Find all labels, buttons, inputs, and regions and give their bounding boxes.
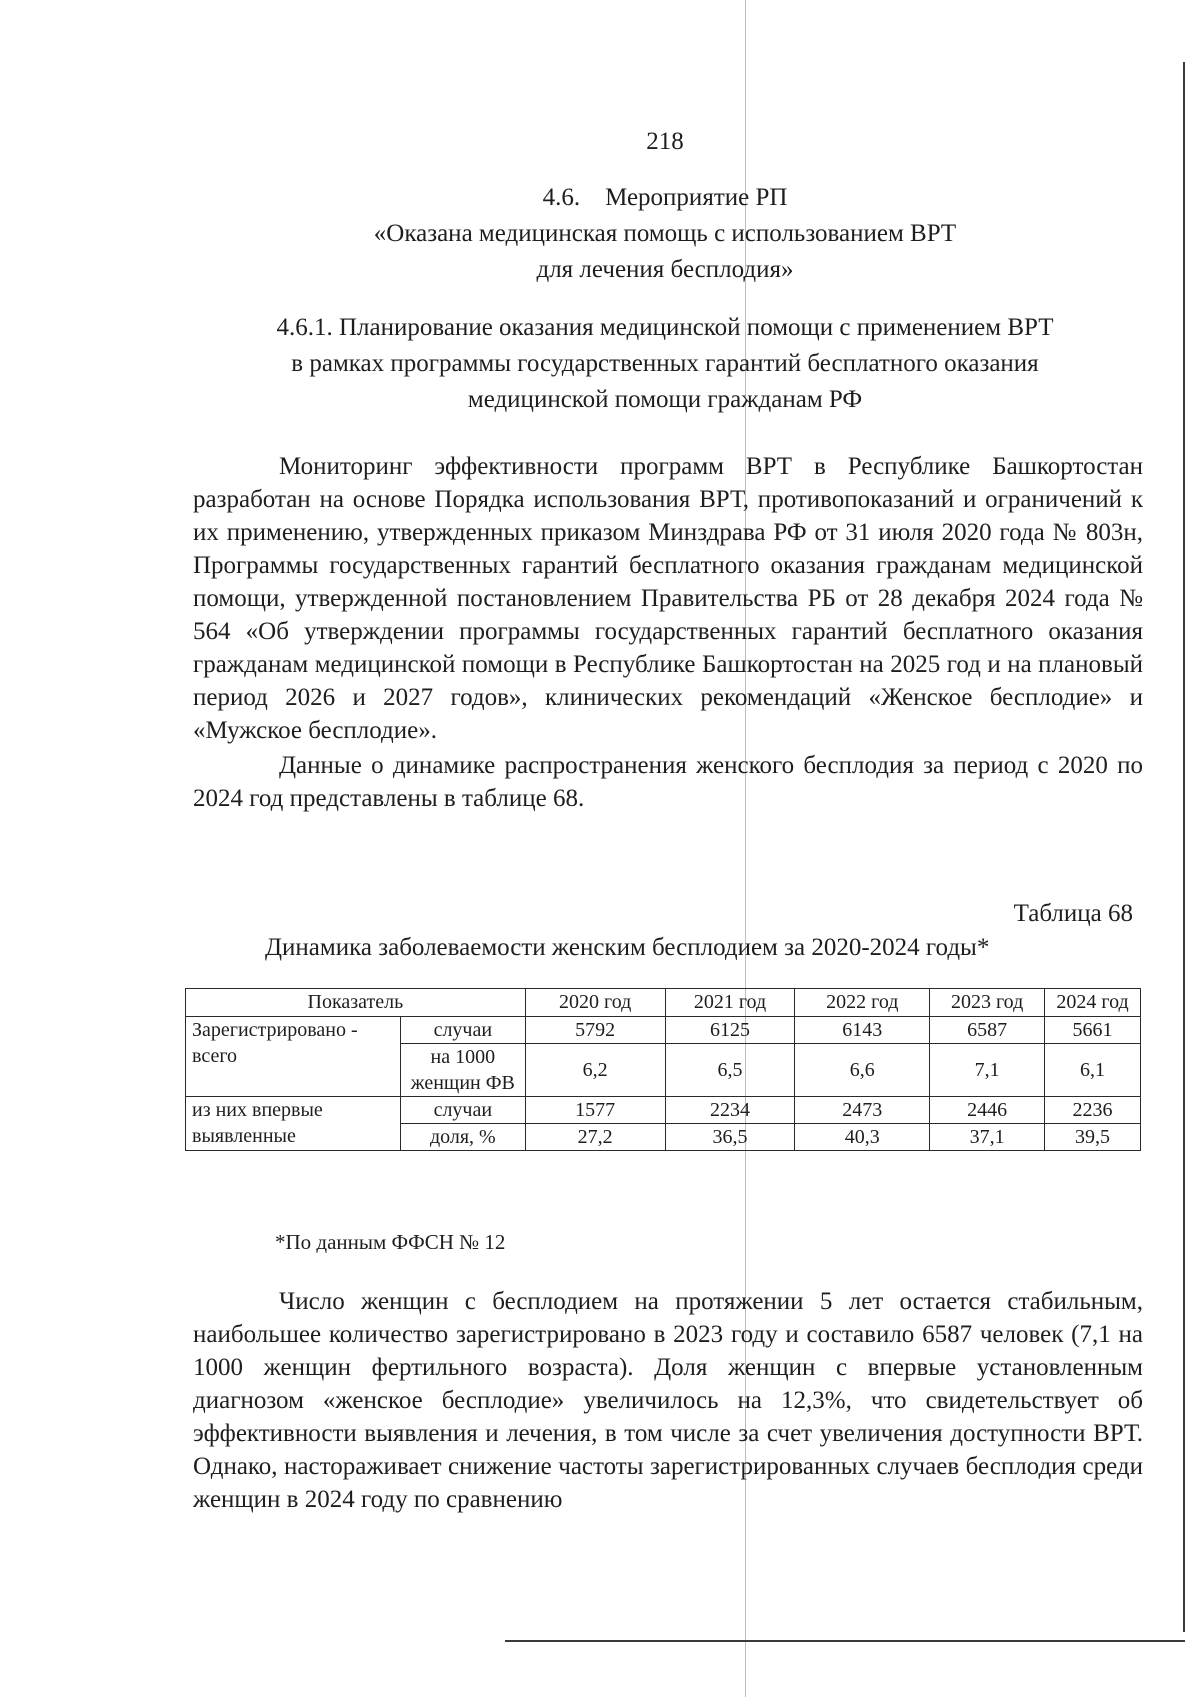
metric-label: на 1000 женщин ФВ [400,1044,525,1097]
table-cell: 40,3 [795,1124,930,1151]
table-cell: 37,1 [930,1124,1045,1151]
scan-border-right [1183,62,1185,1632]
table-cell: 5792 [525,1017,665,1044]
header-year: 2024 год [1045,989,1141,1017]
table-header-row [186,989,1141,1017]
subsection-heading-line: 4.6.1. Планирование оказания медицинской помощи с применением ВРТ [276,314,1054,341]
paragraph: Число женщин с бесплодием на протяжении 5 лет остается стабильным, наибольшее количество зарегистрировано в 2023 году и составило 6587 человек (7,1 на 1000 женщин фертильного возраста). Доля женщин с впервые установленным диагнозом «женское бесплодие» увеличилось на 12,3%, что свидетельствует об эффективности выявления и лечения, в том числе за счет увеличения доступности ВРТ. Однако, настораживает снижение частоты зарегистрированных случаев бесплодия среди женщин в 2024 году по сравнению [193,1288,1143,1513]
table-cell: 27,2 [525,1124,665,1151]
table-cell: 2446 [930,1097,1045,1124]
group-label: из них впервые выявленные [186,1097,401,1151]
body-text-bottom [193,1285,1143,1516]
body-text-top [193,450,1143,815]
table-cell: 36,5 [665,1124,795,1151]
incidence-table [185,988,1141,1151]
table-cell: 7,1 [930,1044,1045,1097]
table-cell: 6,5 [665,1044,795,1097]
table-cell: 1577 [525,1097,665,1124]
table-cell: 2473 [795,1097,930,1124]
table-title: Динамика заболеваемости женским бесплодием за 2020-2024 годы* [265,934,990,961]
table-cell: 6587 [930,1017,1045,1044]
paragraph: Мониторинг эффективности программ ВРТ в Республике Башкортостан разработан на основе Порядка использования ВРТ, противопоказаний и ограничений к их применению, утвержденных приказом Минздрава РФ от 31 июля 2020 года № 803н, Программы государственных гарантий бесплатного оказания гражданам медицинской помощи, утвержденной постановлением Правительства РБ от 28 декабря 2024 года № 564 «Об утверждении программы государственных гарантий бесплатного оказания гражданам медицинской помощи в Республике Башкортостан на 2025 год и на плановый период 2026 и 2027 годов», клинических рекомендаций «Женское бесплодие» и «Мужское бесплодие». [193,453,1143,744]
table-cell: 6125 [665,1017,795,1044]
table-cell: 6,6 [795,1044,930,1097]
table-cell: 39,5 [1045,1124,1141,1151]
table-cell: 2236 [1045,1097,1141,1124]
header-year: 2023 год [930,989,1045,1017]
table-cell: 6,2 [525,1044,665,1097]
metric-label: доля, % [400,1124,525,1151]
header-indicator: Показатель [186,989,526,1017]
section-heading-line: «Оказана медицинская помощь с использованием ВРТ [373,220,957,247]
subsection-heading-line: медицинской помощи гражданам РФ [467,386,863,413]
scan-border-bottom [505,1640,1185,1642]
header-year: 2021 год [665,989,795,1017]
table-cell: 2234 [665,1097,795,1124]
section-heading-line: 4.6. Мероприятие РП [542,184,788,211]
header-year: 2020 год [525,989,665,1017]
header-year: 2022 год [795,989,930,1017]
group-label: Зарегистрировано - всего [186,1017,401,1097]
section-heading [0,180,1200,288]
table-cell: 5661 [1045,1017,1141,1044]
table-row [186,1097,1141,1124]
table-footnote: *По данным ФФСН № 12 [275,1230,506,1254]
section-heading-line: для лечения бесплодия» [536,256,794,283]
table-cell: 6,1 [1045,1044,1141,1097]
metric-label: случаи [400,1097,525,1124]
table-cell: 6143 [795,1017,930,1044]
paragraph: Данные о динамике распространения женского бесплодия за период с 2020 по 2024 год представлены в таблице 68. [193,752,1143,812]
subsection-heading [0,310,1200,418]
table-label: Таблица 68 [1013,900,1133,927]
page-number: 218 [646,128,684,155]
metric-label: случаи [400,1017,525,1044]
subsection-heading-line: в рамках программы государственных гарантий бесплатного оказания [291,350,1039,377]
table-row [186,1017,1141,1044]
